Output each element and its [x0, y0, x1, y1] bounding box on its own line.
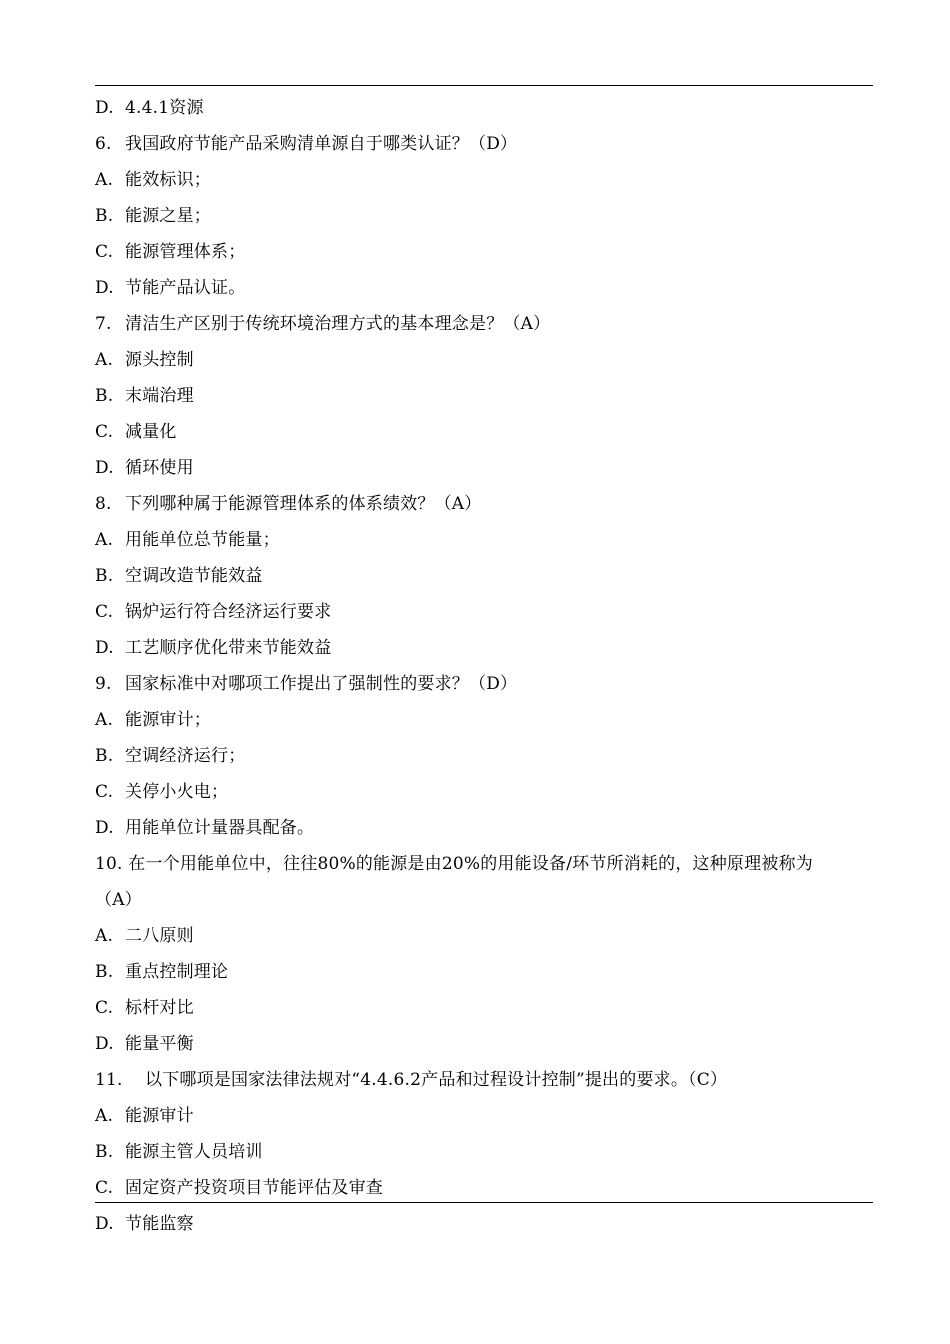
option-marker: B.	[95, 746, 114, 766]
option-text: 关停小火电；	[125, 782, 229, 802]
option-c-q7	[95, 414, 873, 450]
document-body	[95, 90, 873, 1242]
option-text: 空调改造节能效益	[125, 566, 263, 586]
option-b-q9	[95, 738, 873, 774]
question-10	[95, 846, 873, 882]
option-marker: D.	[95, 1034, 114, 1054]
option-marker: A.	[95, 710, 114, 730]
option-c-q9	[95, 774, 873, 810]
option-marker: A.	[95, 530, 114, 550]
option-text: 能源之星；	[125, 206, 211, 226]
option-text: 能量平衡	[125, 1034, 194, 1054]
option-d-q6	[95, 270, 873, 306]
question-10-answer	[95, 882, 873, 918]
question-number: 8.	[95, 494, 112, 514]
option-marker: C.	[95, 1178, 114, 1198]
option-marker: C.	[95, 782, 114, 802]
option-text: 能源主管人员培训	[125, 1142, 263, 1162]
header-rule	[95, 85, 873, 86]
option-marker: A.	[95, 350, 114, 370]
question-6	[95, 126, 873, 162]
option-text: 末端治理	[125, 386, 194, 406]
question-text: 10. 在一个用能单位中，往往80%的能源是由20%的用能设备/环节所消耗的，这种原理被称为	[95, 854, 813, 874]
question-8	[95, 486, 873, 522]
option-b-q7	[95, 378, 873, 414]
question-number: 6.	[95, 134, 112, 154]
option-marker: A.	[95, 1106, 114, 1126]
question-text: 下列哪种属于能源管理体系的体系绩效？（A）	[125, 494, 482, 514]
question-text: 清洁生产区别于传统环境治理方式的基本理念是？（A）	[125, 314, 551, 334]
option-text: 用能单位计量器具配备。	[125, 818, 315, 838]
option-c-q11	[95, 1170, 873, 1206]
option-a-q7	[95, 342, 873, 378]
option-d-q7	[95, 450, 873, 486]
question-text: 我国政府节能产品采购清单源自于哪类认证？（D）	[125, 134, 518, 154]
option-c-q6	[95, 234, 873, 270]
option-text: 用能单位总节能量；	[125, 530, 280, 550]
option-marker: D.	[95, 278, 114, 298]
question-11	[95, 1062, 873, 1098]
option-marker: D.	[95, 1214, 114, 1234]
option-a-q9	[95, 702, 873, 738]
option-d-q9	[95, 810, 873, 846]
option-c-q8	[95, 594, 873, 630]
option-marker: C.	[95, 602, 114, 622]
option-d-q5	[95, 90, 873, 126]
option-b-q10	[95, 954, 873, 990]
option-text: 节能产品认证。	[125, 278, 246, 298]
option-text: 能源审计	[125, 1106, 194, 1126]
option-a-q11	[95, 1098, 873, 1134]
option-text: 标杆对比	[125, 998, 194, 1018]
question-number: 7.	[95, 314, 112, 334]
question-text: （A）	[95, 890, 142, 910]
option-b-q6	[95, 198, 873, 234]
question-7	[95, 306, 873, 342]
option-marker: B.	[95, 386, 114, 406]
option-marker: C.	[95, 998, 114, 1018]
option-d-q11	[95, 1206, 873, 1242]
option-text: 循环使用	[125, 458, 194, 478]
option-text: 固定资产投资项目节能评估及审查	[125, 1178, 383, 1198]
option-marker: C.	[95, 422, 114, 442]
option-marker: D.	[95, 98, 114, 118]
question-9	[95, 666, 873, 702]
question-text: 国家标准中对哪项工作提出了强制性的要求？（D）	[125, 674, 518, 694]
option-a-q8	[95, 522, 873, 558]
option-marker: B.	[95, 962, 114, 982]
option-text: 能源管理体系；	[125, 242, 246, 262]
option-marker: D.	[95, 638, 114, 658]
option-marker: B.	[95, 206, 114, 226]
option-marker: A.	[95, 926, 114, 946]
option-b-q8	[95, 558, 873, 594]
option-b-q11	[95, 1134, 873, 1170]
option-marker: C.	[95, 242, 114, 262]
option-a-q6	[95, 162, 873, 198]
option-d-q10	[95, 1026, 873, 1062]
question-number: 11.	[95, 1070, 123, 1090]
option-d-q8	[95, 630, 873, 666]
option-marker: B.	[95, 1142, 114, 1162]
question-text: 以下哪项是国家法律法规对“4.4.6.2产品和过程设计控制”提出的要求。（C）	[145, 1070, 728, 1090]
option-text: 重点控制理论	[125, 962, 229, 982]
option-text: 源头控制	[125, 350, 194, 370]
option-text: 能源审计；	[125, 710, 211, 730]
option-text: 减量化	[125, 422, 177, 442]
option-c-q10	[95, 990, 873, 1026]
option-text: 空调经济运行；	[125, 746, 246, 766]
option-marker: B.	[95, 566, 114, 586]
option-marker: D.	[95, 458, 114, 478]
option-text: 工艺顺序优化带来节能效益	[125, 638, 332, 658]
footer-rule	[95, 1202, 873, 1203]
option-text: 锅炉运行符合经济运行要求	[125, 602, 332, 622]
option-text: 二八原则	[125, 926, 194, 946]
option-text: 能效标识；	[125, 170, 211, 190]
option-a-q10	[95, 918, 873, 954]
option-text: 节能监察	[125, 1214, 194, 1234]
option-marker: D.	[95, 818, 114, 838]
option-marker: A.	[95, 170, 114, 190]
option-text: 4.4.1资源	[125, 98, 204, 118]
question-number: 9.	[95, 674, 112, 694]
